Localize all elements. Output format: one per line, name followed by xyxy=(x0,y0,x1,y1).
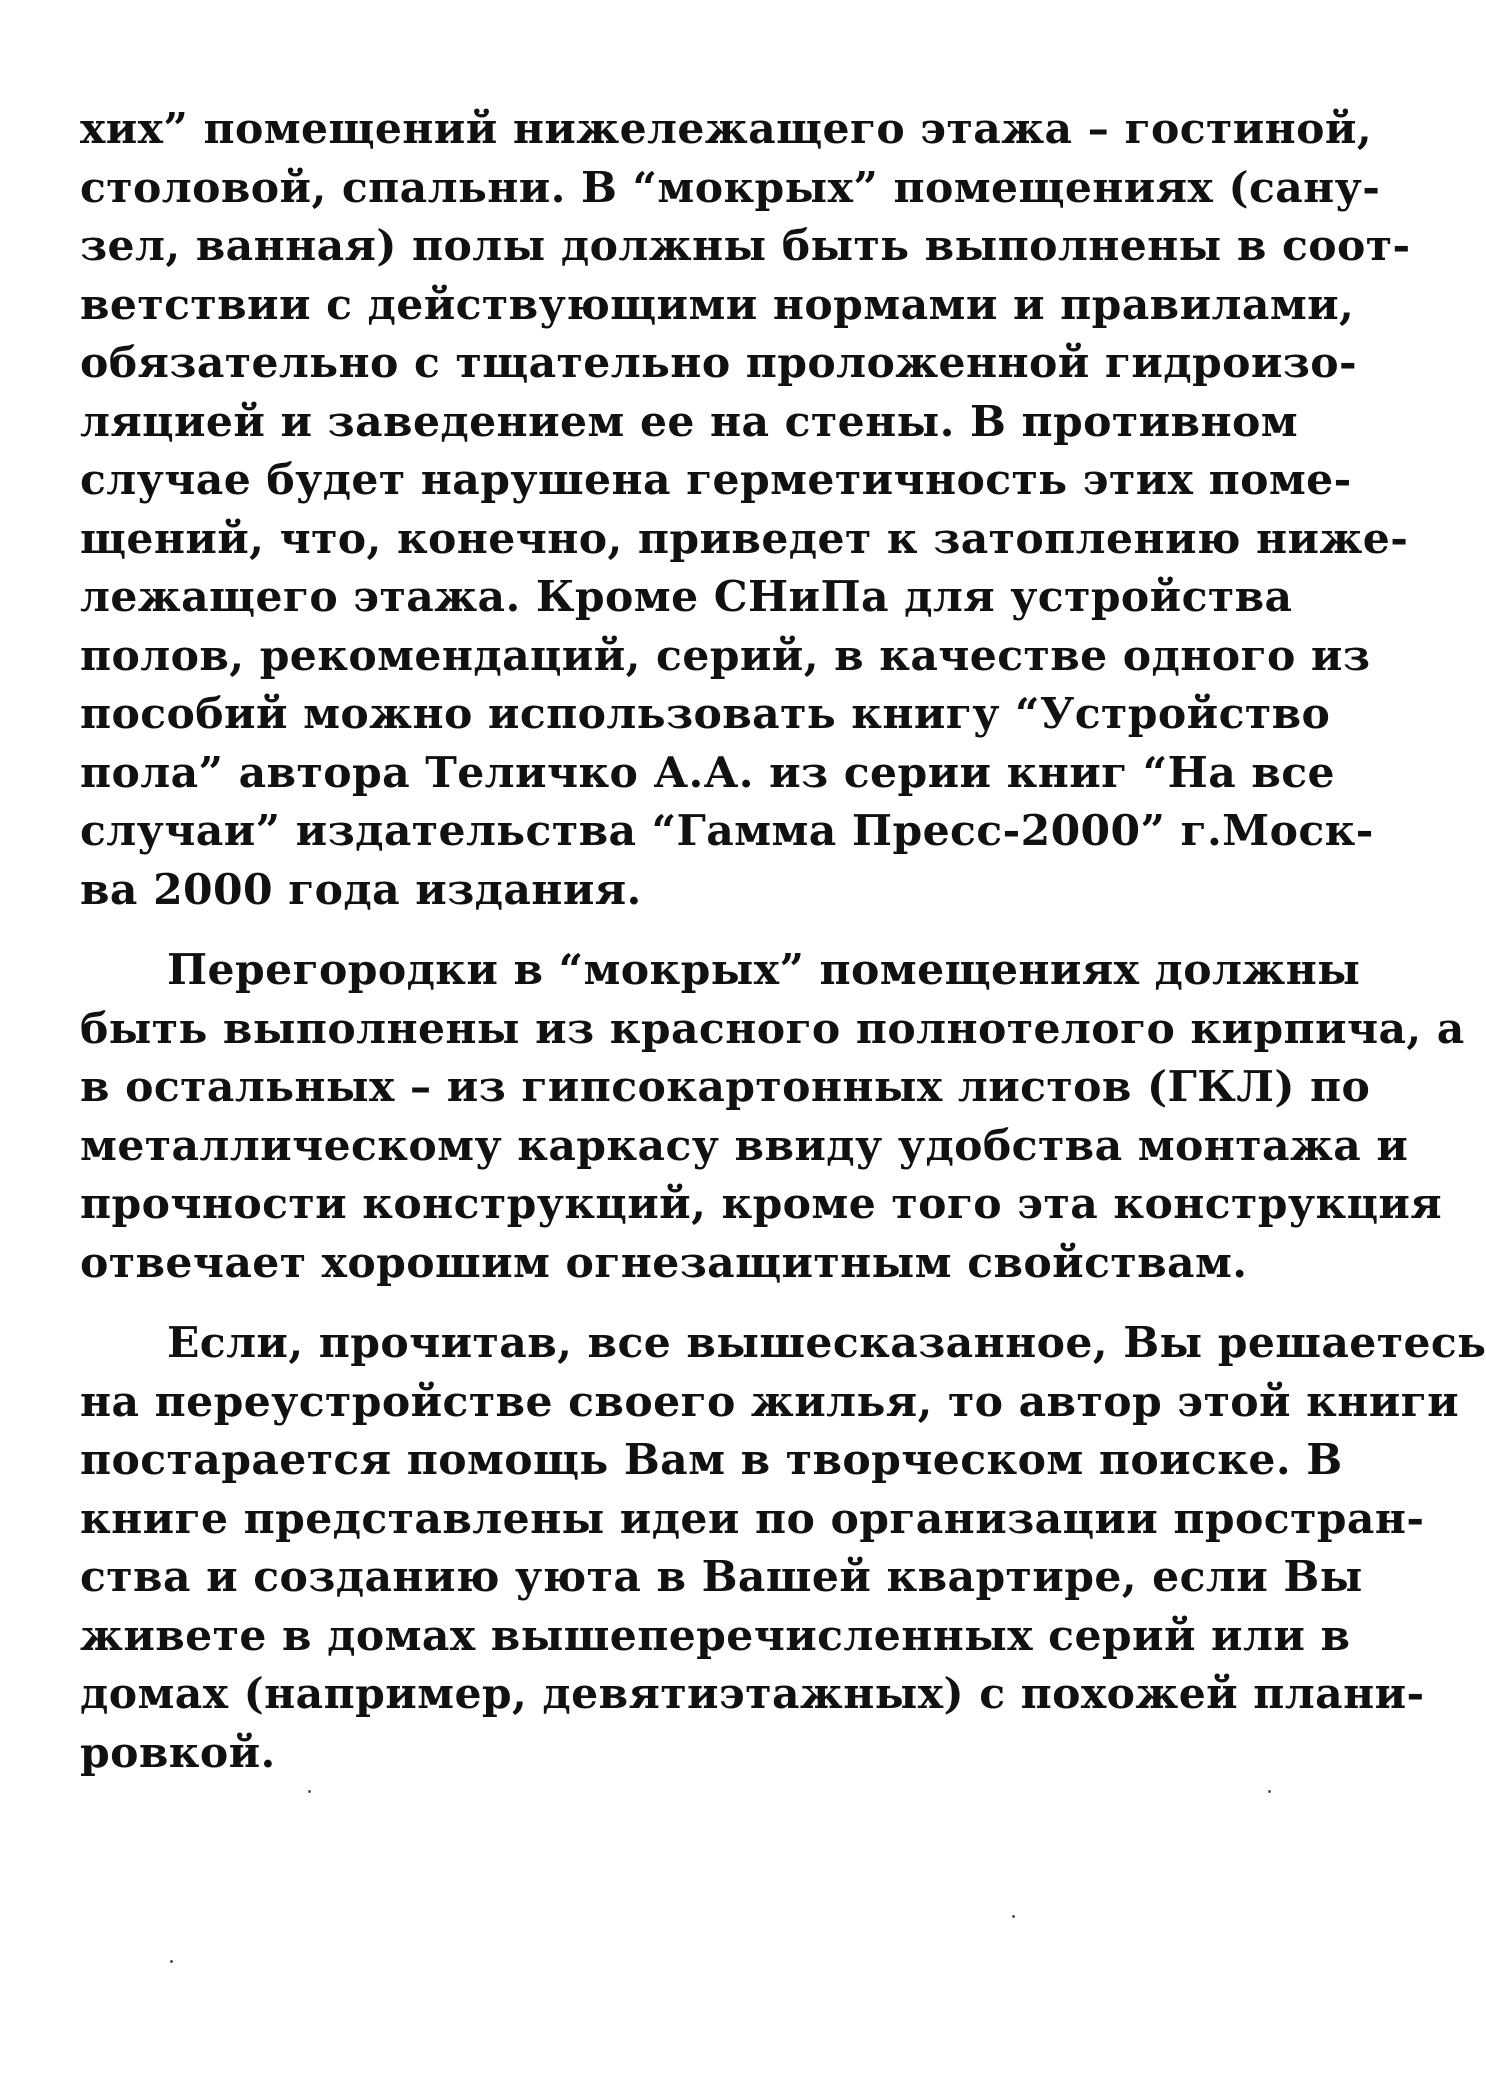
paragraph-1 xyxy=(80,100,1411,919)
scan-speck xyxy=(170,1960,173,1963)
scan-speck xyxy=(308,1790,311,1793)
text-line: прочности конструкций, кроме того эта конструкция xyxy=(80,1179,1443,1229)
text-line: пола” автора Теличко А.А. из серии книг “На все xyxy=(80,747,1335,798)
text-line: ства и созданию уюта в Вашей квартире, если Вы xyxy=(80,1552,1363,1602)
text-line: пособий можно использовать книгу “Устройство xyxy=(80,689,1331,739)
text-line: металлическому каркасу ввиду удобства монтажа и xyxy=(80,1120,1409,1171)
text-line: живете в домах вышеперечисленных серий или в xyxy=(80,1610,1351,1661)
text-line: быть выполнены из красного полнотелого кирпича, а xyxy=(80,1003,1465,1054)
text-line: зел, ванная) полы должны быть выполнены в соот- xyxy=(80,221,1411,271)
text-line: случае будет нарушена герметичность этих поме- xyxy=(80,455,1352,505)
text-line: столовой, спальни. В “мокрых” помещениях (сану- xyxy=(80,162,1381,213)
text-line: полов, рекомендаций, серий, в качестве одного из xyxy=(80,630,1371,681)
paragraph-3 xyxy=(80,1314,1486,1782)
text-line: ва 2000 года издания. xyxy=(80,864,642,915)
page-body xyxy=(80,100,1486,1782)
text-line: ляцией и заведением ее на стены. В противном xyxy=(80,396,1299,447)
text-line: Перегородки в “мокрых” помещениях должны xyxy=(167,945,1361,995)
text-line: на переустройстве своего жилья, то автор этой книги xyxy=(80,1376,1460,1427)
text-line: в остальных – из гипсокартонных листов (ГКЛ) по xyxy=(80,1062,1371,1112)
text-line: лежащего этажа. Кроме СНиПа для устройства xyxy=(80,572,1293,622)
text-line: ровкой. xyxy=(80,1727,276,1778)
text-line: постарается помощь Вам в творческом поиске. В xyxy=(80,1435,1343,1485)
scan-speck xyxy=(1012,1915,1015,1918)
scan-speck xyxy=(1268,1790,1271,1793)
text-line: Если, прочитав, все вышесказанное, Вы решаетесь xyxy=(167,1318,1486,1368)
text-line: отвечает хорошим огнезащитным свойствам. xyxy=(80,1237,1248,1288)
text-line: обязательно с тщательно проложенной гидроизо- xyxy=(80,338,1358,388)
paragraph-2 xyxy=(80,941,1465,1292)
text-line: ветствии с действующими нормами и правилами, xyxy=(80,279,1355,330)
text-line: хих” помещений нижележащего этажа – гостиной, xyxy=(80,104,1373,154)
text-line: щений, что, конечно, приведет к затоплению ниже- xyxy=(80,513,1409,564)
text-line: случаи” издательства “Гамма Пресс-2000” г.Моск- xyxy=(80,806,1374,856)
text-line: домах (например, девятиэтажных) с похожей плани- xyxy=(80,1669,1425,1719)
text-line: книге представлены идеи по организации простран- xyxy=(80,1493,1425,1544)
